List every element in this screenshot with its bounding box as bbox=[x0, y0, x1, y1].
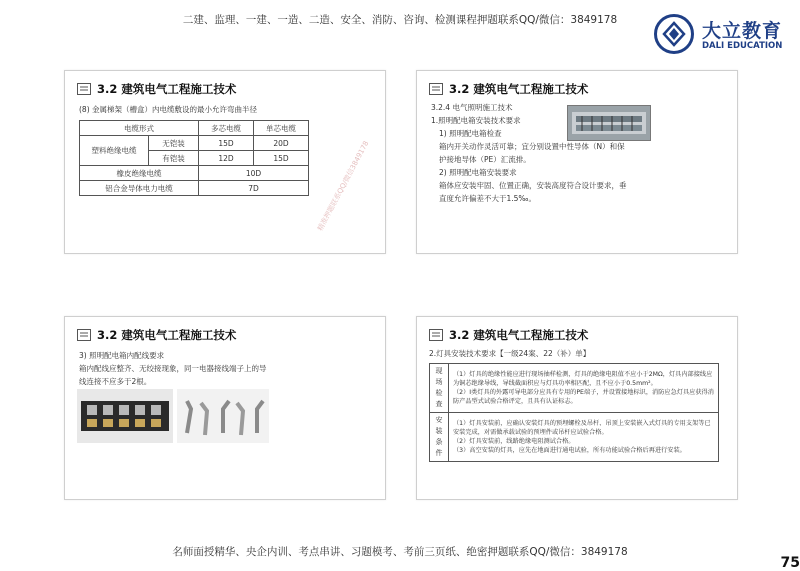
notebook-icon bbox=[429, 83, 443, 95]
slide-title: 3.2 建筑电气工程施工技术 bbox=[429, 81, 588, 97]
slide-title: 3.2 建筑电气工程施工技术 bbox=[77, 327, 236, 343]
text-line: 3.2.4 电气照明施工技术 bbox=[431, 103, 513, 112]
text-line: 1) 照明配电箱检查 bbox=[439, 129, 502, 138]
notebook-icon bbox=[429, 329, 443, 341]
table-cell-text: （1）灯具的绝缘性能应进行现场抽样检测，灯具的绝缘电阻值不应小于2MΩ，灯具内部接线应为铜芯绝缘导线，导线截面积应与灯具功率相匹配，且不应小于0.5mm²。 bbox=[453, 371, 713, 387]
watermark: 精准押题联系QQ/微信3849178 bbox=[316, 139, 371, 233]
slide-3 bbox=[64, 316, 386, 500]
text-line: 2) 照明配电箱安装要求 bbox=[439, 168, 517, 177]
bend-radius-table: 电缆形式 多芯电缆 单芯电缆 塑料绝缘电缆 无铠装 15D 20D 有铠装 12D 15D 橡皮绝缘电缆 10D 铝合金导体电力电缆 7D bbox=[79, 120, 309, 196]
notebook-icon bbox=[77, 329, 91, 341]
table-cell-text: （3）高空安装的灯具，应先在地面进行通电试验，所有功能试验合格后再进行安装。 bbox=[453, 447, 686, 454]
slide-title: 3.2 建筑电气工程施工技术 bbox=[429, 327, 588, 343]
text-line: 箱内配线应整齐、无绞接现象，同一电器接线端子上的导 bbox=[79, 364, 267, 373]
text-line: 3) 照明配电箱内配线要求 bbox=[79, 351, 165, 360]
text-line: 线连接不应多于2根。 bbox=[79, 377, 152, 386]
text-line: 箱体应安装牢固、位置正确，安装高度符合设计要求，垂 bbox=[439, 181, 627, 190]
page-header: 二建、监理、一建、一造、二造、安全、消防、咨询、检测课程押题联系QQ/微信：3849178 bbox=[182, 14, 618, 26]
page-number: 75 bbox=[780, 555, 800, 571]
table-cell-text: （1）灯具安装前，应确认安装灯具的预埋螺栓及吊杆、吊顶上安装嵌入式灯具的专用支架等已安装完成，对需做承载试验的预埋件或吊杆应试验合格。 bbox=[453, 420, 711, 436]
cable-lug-photo bbox=[177, 389, 269, 443]
logo-emblem-icon bbox=[654, 14, 694, 54]
text-line: 直度允许偏差不大于1.5‰。 bbox=[439, 194, 536, 203]
slide-subtitle: (8) 金属梯架（槽盒）内电缆敷设的最小允许弯曲半径 bbox=[79, 105, 258, 114]
distribution-box-photo bbox=[567, 105, 651, 141]
terminal-block-photo bbox=[77, 389, 173, 443]
table-cell-text: （2）灯具安装前，线路绝缘电阻测试合格。 bbox=[453, 438, 575, 445]
row-header: 安装条件 bbox=[430, 413, 449, 462]
text-line: 1.照明配电箱安装技术要求 bbox=[431, 116, 521, 125]
slide-1 bbox=[64, 70, 386, 254]
slide-2 bbox=[416, 70, 738, 254]
slide-4 bbox=[416, 316, 738, 500]
lamp-requirements-table bbox=[429, 363, 719, 462]
row-header: 现场检查 bbox=[430, 364, 449, 413]
logo-subtext: DALI EDUCATION bbox=[702, 41, 783, 51]
page-footer: 名师面授精华、央企内训、考点串讲、习题模考、考前三页纸、绝密押题联系QQ/微信：3849178 bbox=[172, 546, 628, 558]
logo bbox=[654, 14, 794, 58]
slide-subtitle: 2.灯具安装技术要求【一级24案、22（补）单】 bbox=[429, 349, 591, 358]
text-line: 箱内开关动作灵活可靠；宜分别设置中性导体（N）和保 bbox=[439, 142, 625, 151]
logo-text: 大立教育 bbox=[702, 20, 783, 42]
notebook-icon bbox=[77, 83, 91, 95]
text-line: 护接地导体（PE）汇流排。 bbox=[439, 155, 531, 164]
slide-title: 3.2 建筑电气工程施工技术 bbox=[77, 81, 236, 97]
table-cell-text: （2）I类灯具的外露可导电部分应具有专用的PE端子，并设置接地标识，消防应急灯具应获得消防产品型式试验合格评定，且具有认证标志。 bbox=[453, 389, 714, 405]
